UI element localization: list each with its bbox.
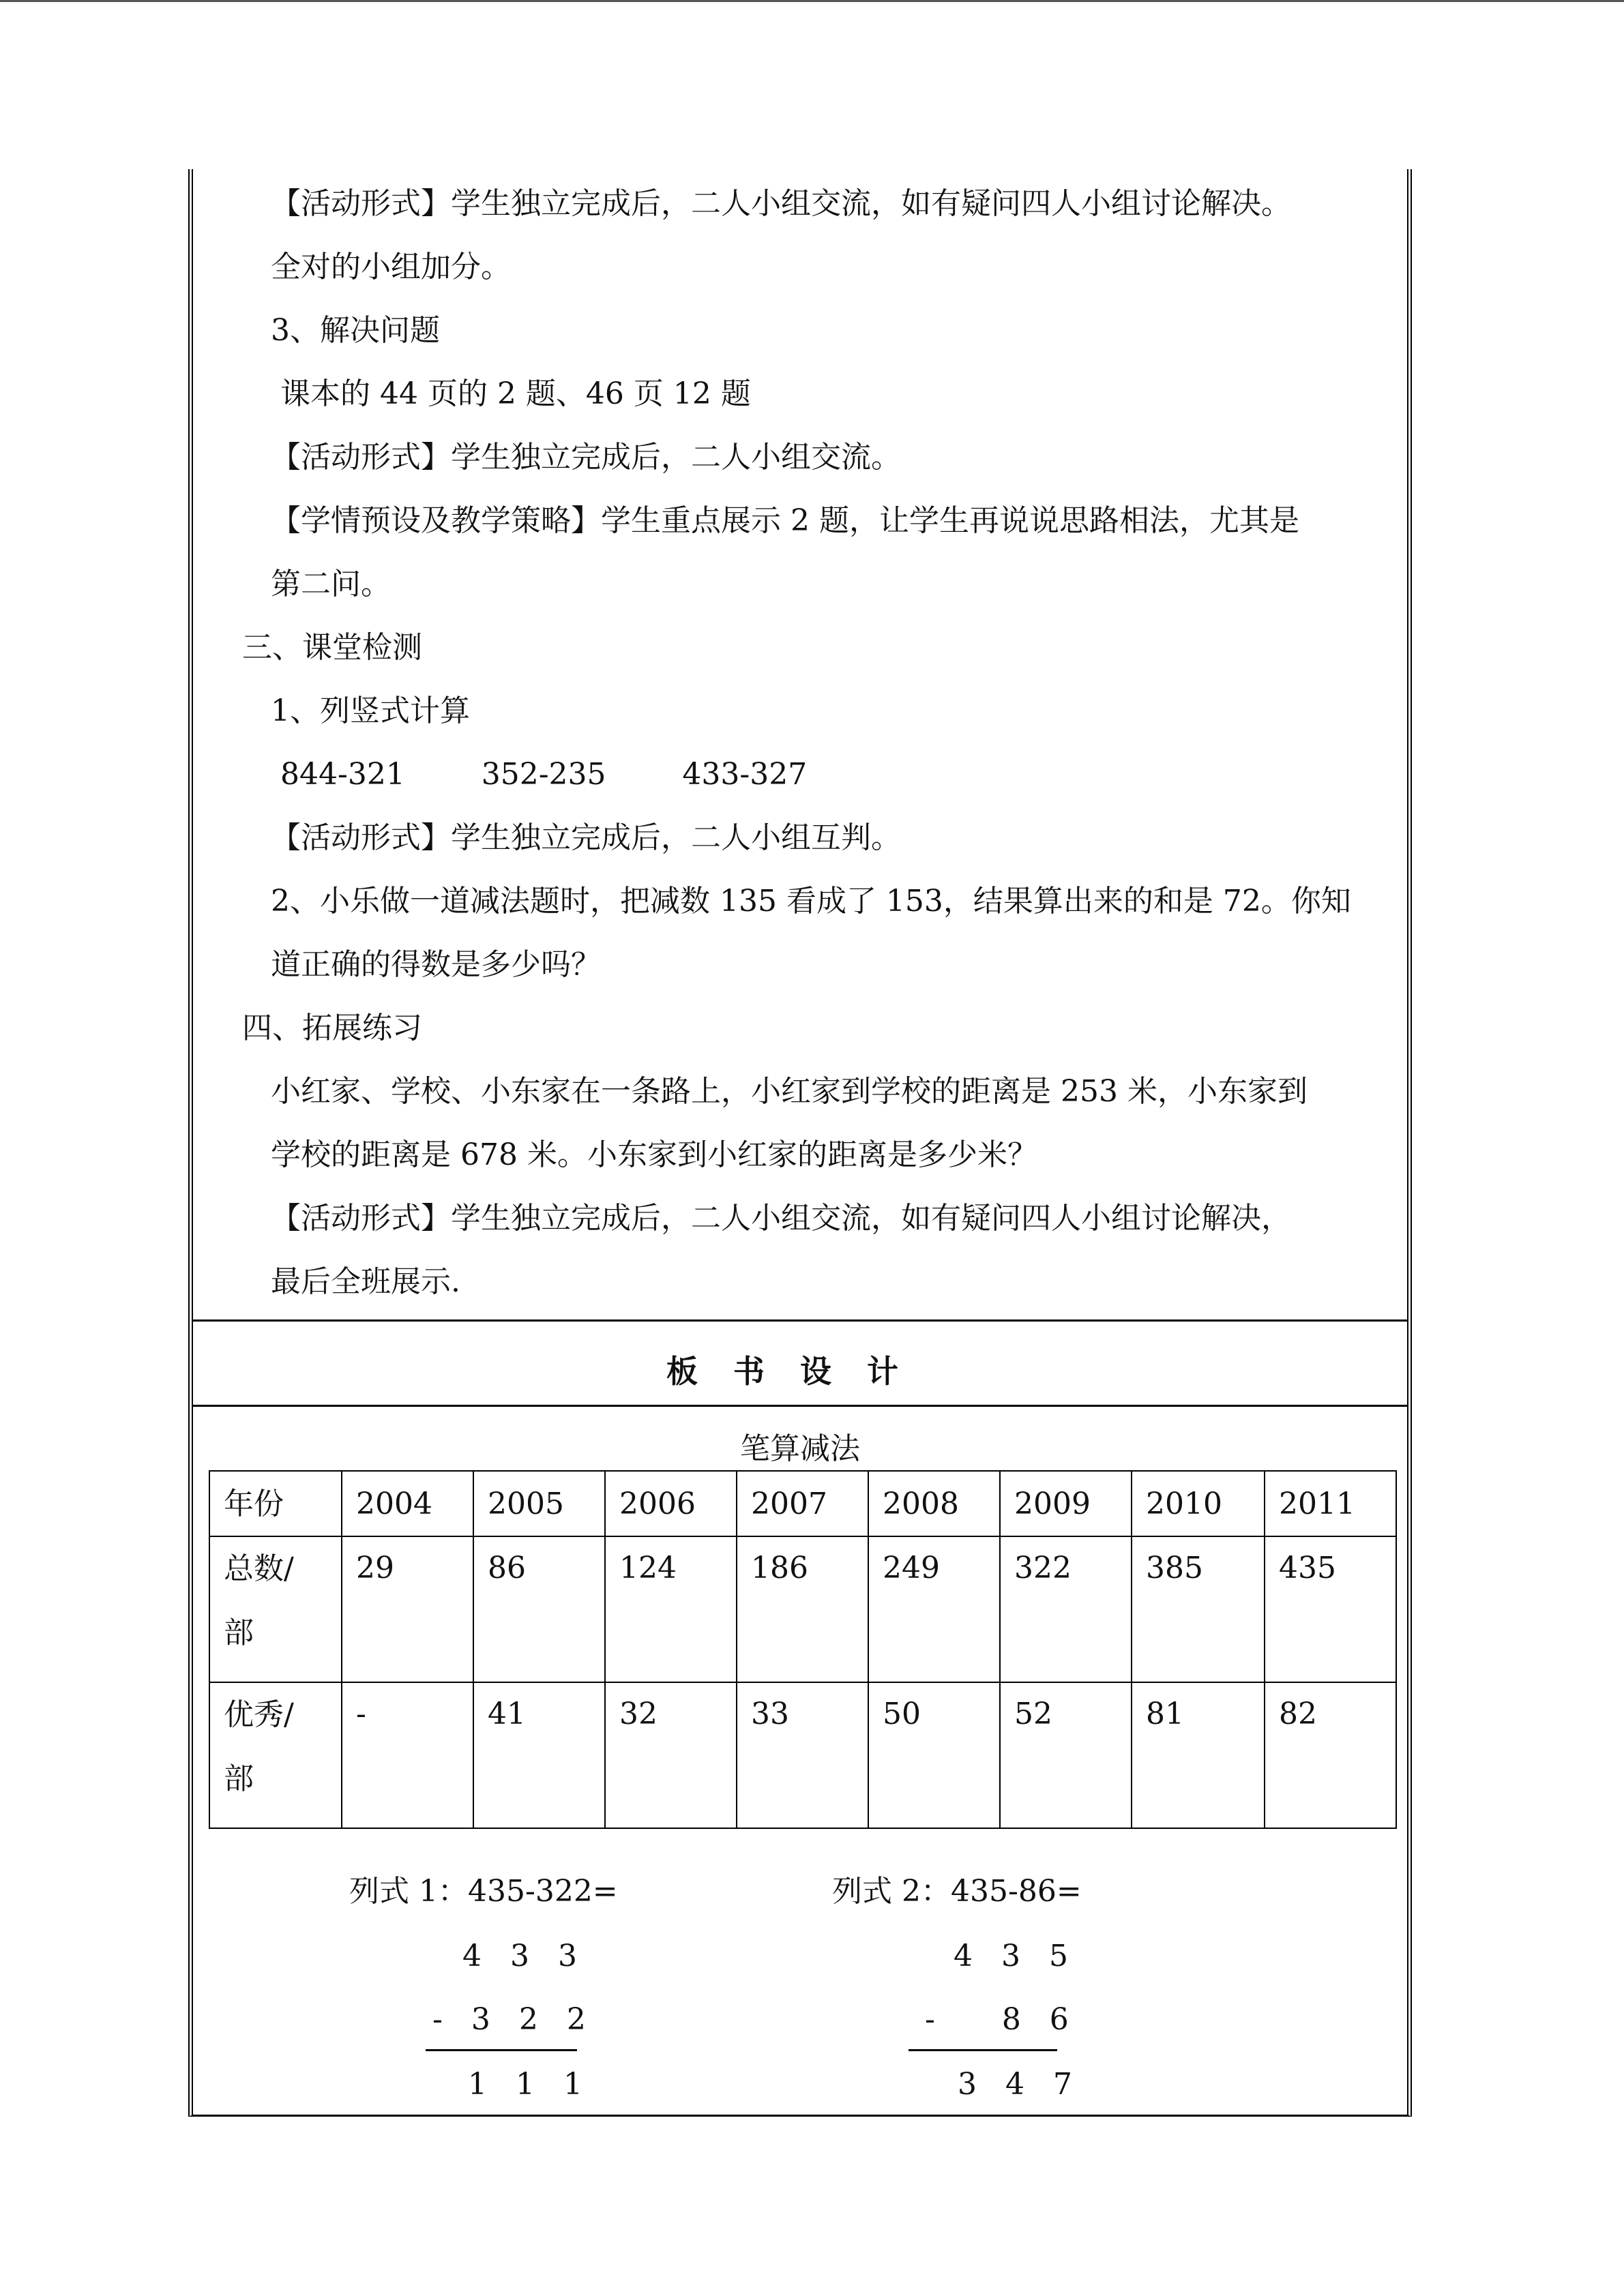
board-design-heading: 板书设计	[666, 1353, 934, 1390]
body-line-4: 课本的 44 页的 2 题、46 页 12 题	[271, 376, 751, 411]
calc1-minuend: 4 3 3	[462, 1939, 587, 1973]
body-line-2: 全对的小组加分。	[271, 250, 511, 284]
table-cell: 2004	[342, 1471, 473, 1536]
calc1-subtrahend: - 3 2 2	[432, 2002, 595, 2037]
body-line-17: 【活动形式】学生独立完成后，二人小组交流，如有疑问四人小组讨论解决，	[271, 1201, 1291, 1236]
table-cell: 186	[737, 1536, 868, 1682]
table-cell: 322	[1000, 1536, 1132, 1682]
body-line-7: 第二问。	[271, 567, 391, 601]
table-cell: 2007	[737, 1471, 868, 1536]
calc2-result: 3 4 7	[958, 2067, 1082, 2102]
table-cell: 2011	[1265, 1471, 1396, 1536]
table-cell: 2010	[1132, 1471, 1265, 1536]
table-cell: 385	[1132, 1536, 1265, 1682]
table-cell	[209, 1682, 342, 1828]
table-cell: 52	[1000, 1682, 1132, 1828]
body-line-12: 2、小乐做一道减法题时，把减数 135 看成了 153，结果算出来的和是 72。你知	[271, 884, 1351, 919]
body-line-18: 最后全班展示.	[271, 1264, 460, 1299]
section-heading-3: 三、课堂检测	[242, 630, 422, 665]
table-cell: 33	[737, 1682, 868, 1828]
body-line-6: 【学情预设及教学策略】学生重点展示 2 题，让学生再说说思路相法，尤其是	[271, 503, 1299, 538]
calc1-result-line	[426, 2049, 577, 2051]
section-divider-bottom	[193, 1405, 1407, 1407]
table-cell: -	[342, 1682, 473, 1828]
table-cell: 82	[1265, 1682, 1396, 1828]
body-line-13: 道正确的得数是多少吗？	[271, 947, 601, 982]
section-heading-4: 四、拓展练习	[242, 1011, 422, 1045]
table-row-label: 优秀/部	[224, 1697, 294, 1796]
table-cell: 2005	[473, 1471, 605, 1536]
body-line-3: 3、解决问题	[271, 313, 440, 348]
calc2-subtrahend: - 8 6	[925, 2002, 1078, 2037]
body-line-11: 【活动形式】学生独立完成后，二人小组互判。	[271, 820, 901, 855]
body-line-1: 【活动形式】学生独立完成后，二人小组交流，如有疑问四人小组讨论解决。	[271, 186, 1291, 221]
table-row	[209, 1536, 1396, 1682]
data-table	[209, 1470, 1397, 1829]
table-row	[209, 1682, 1396, 1828]
table-cell: 2006	[605, 1471, 737, 1536]
table-row	[209, 1471, 1396, 1536]
table-cell: 年份	[209, 1471, 342, 1536]
table-cell: 435	[1265, 1536, 1396, 1682]
body-line-9: 1、列竖式计算	[271, 694, 470, 728]
calc2-result-line	[909, 2049, 1057, 2051]
table-cell	[209, 1536, 342, 1682]
board-subheading: 笔算减法	[740, 1431, 860, 1466]
table-cell: 249	[868, 1536, 1000, 1682]
calc2-label: 列式 2：435-86=	[832, 1874, 1082, 1909]
table-cell: 86	[473, 1536, 605, 1682]
calc2-minuend: 4 3 5	[954, 1939, 1078, 1973]
table-cell: 32	[605, 1682, 737, 1828]
table-row-label: 总数/部	[224, 1551, 294, 1650]
body-line-10: 844-321 352-235 433-327	[271, 757, 808, 792]
table-cell: 2009	[1000, 1471, 1132, 1536]
table-cell: 50	[868, 1682, 1000, 1828]
page-top-border	[0, 0, 1624, 2]
table-cell: 81	[1132, 1682, 1265, 1828]
section-divider-top	[193, 1320, 1407, 1322]
table-cell: 29	[342, 1536, 473, 1682]
calc1-result: 1 1 1	[468, 2067, 592, 2102]
body-line-15: 小红家、学校、小东家在一条路上，小红家到学校的距离是 253 米，小东家到	[271, 1074, 1308, 1109]
table-cell: 2008	[868, 1471, 1000, 1536]
body-line-16: 学校的距离是 678 米。小东家到小红家的距离是多少米？	[271, 1137, 1037, 1172]
table-cell: 124	[605, 1536, 737, 1682]
calc1-label: 列式 1：435-322=	[349, 1874, 618, 1909]
body-line-5: 【活动形式】学生独立完成后，二人小组交流。	[271, 440, 901, 475]
table-cell: 41	[473, 1682, 605, 1828]
